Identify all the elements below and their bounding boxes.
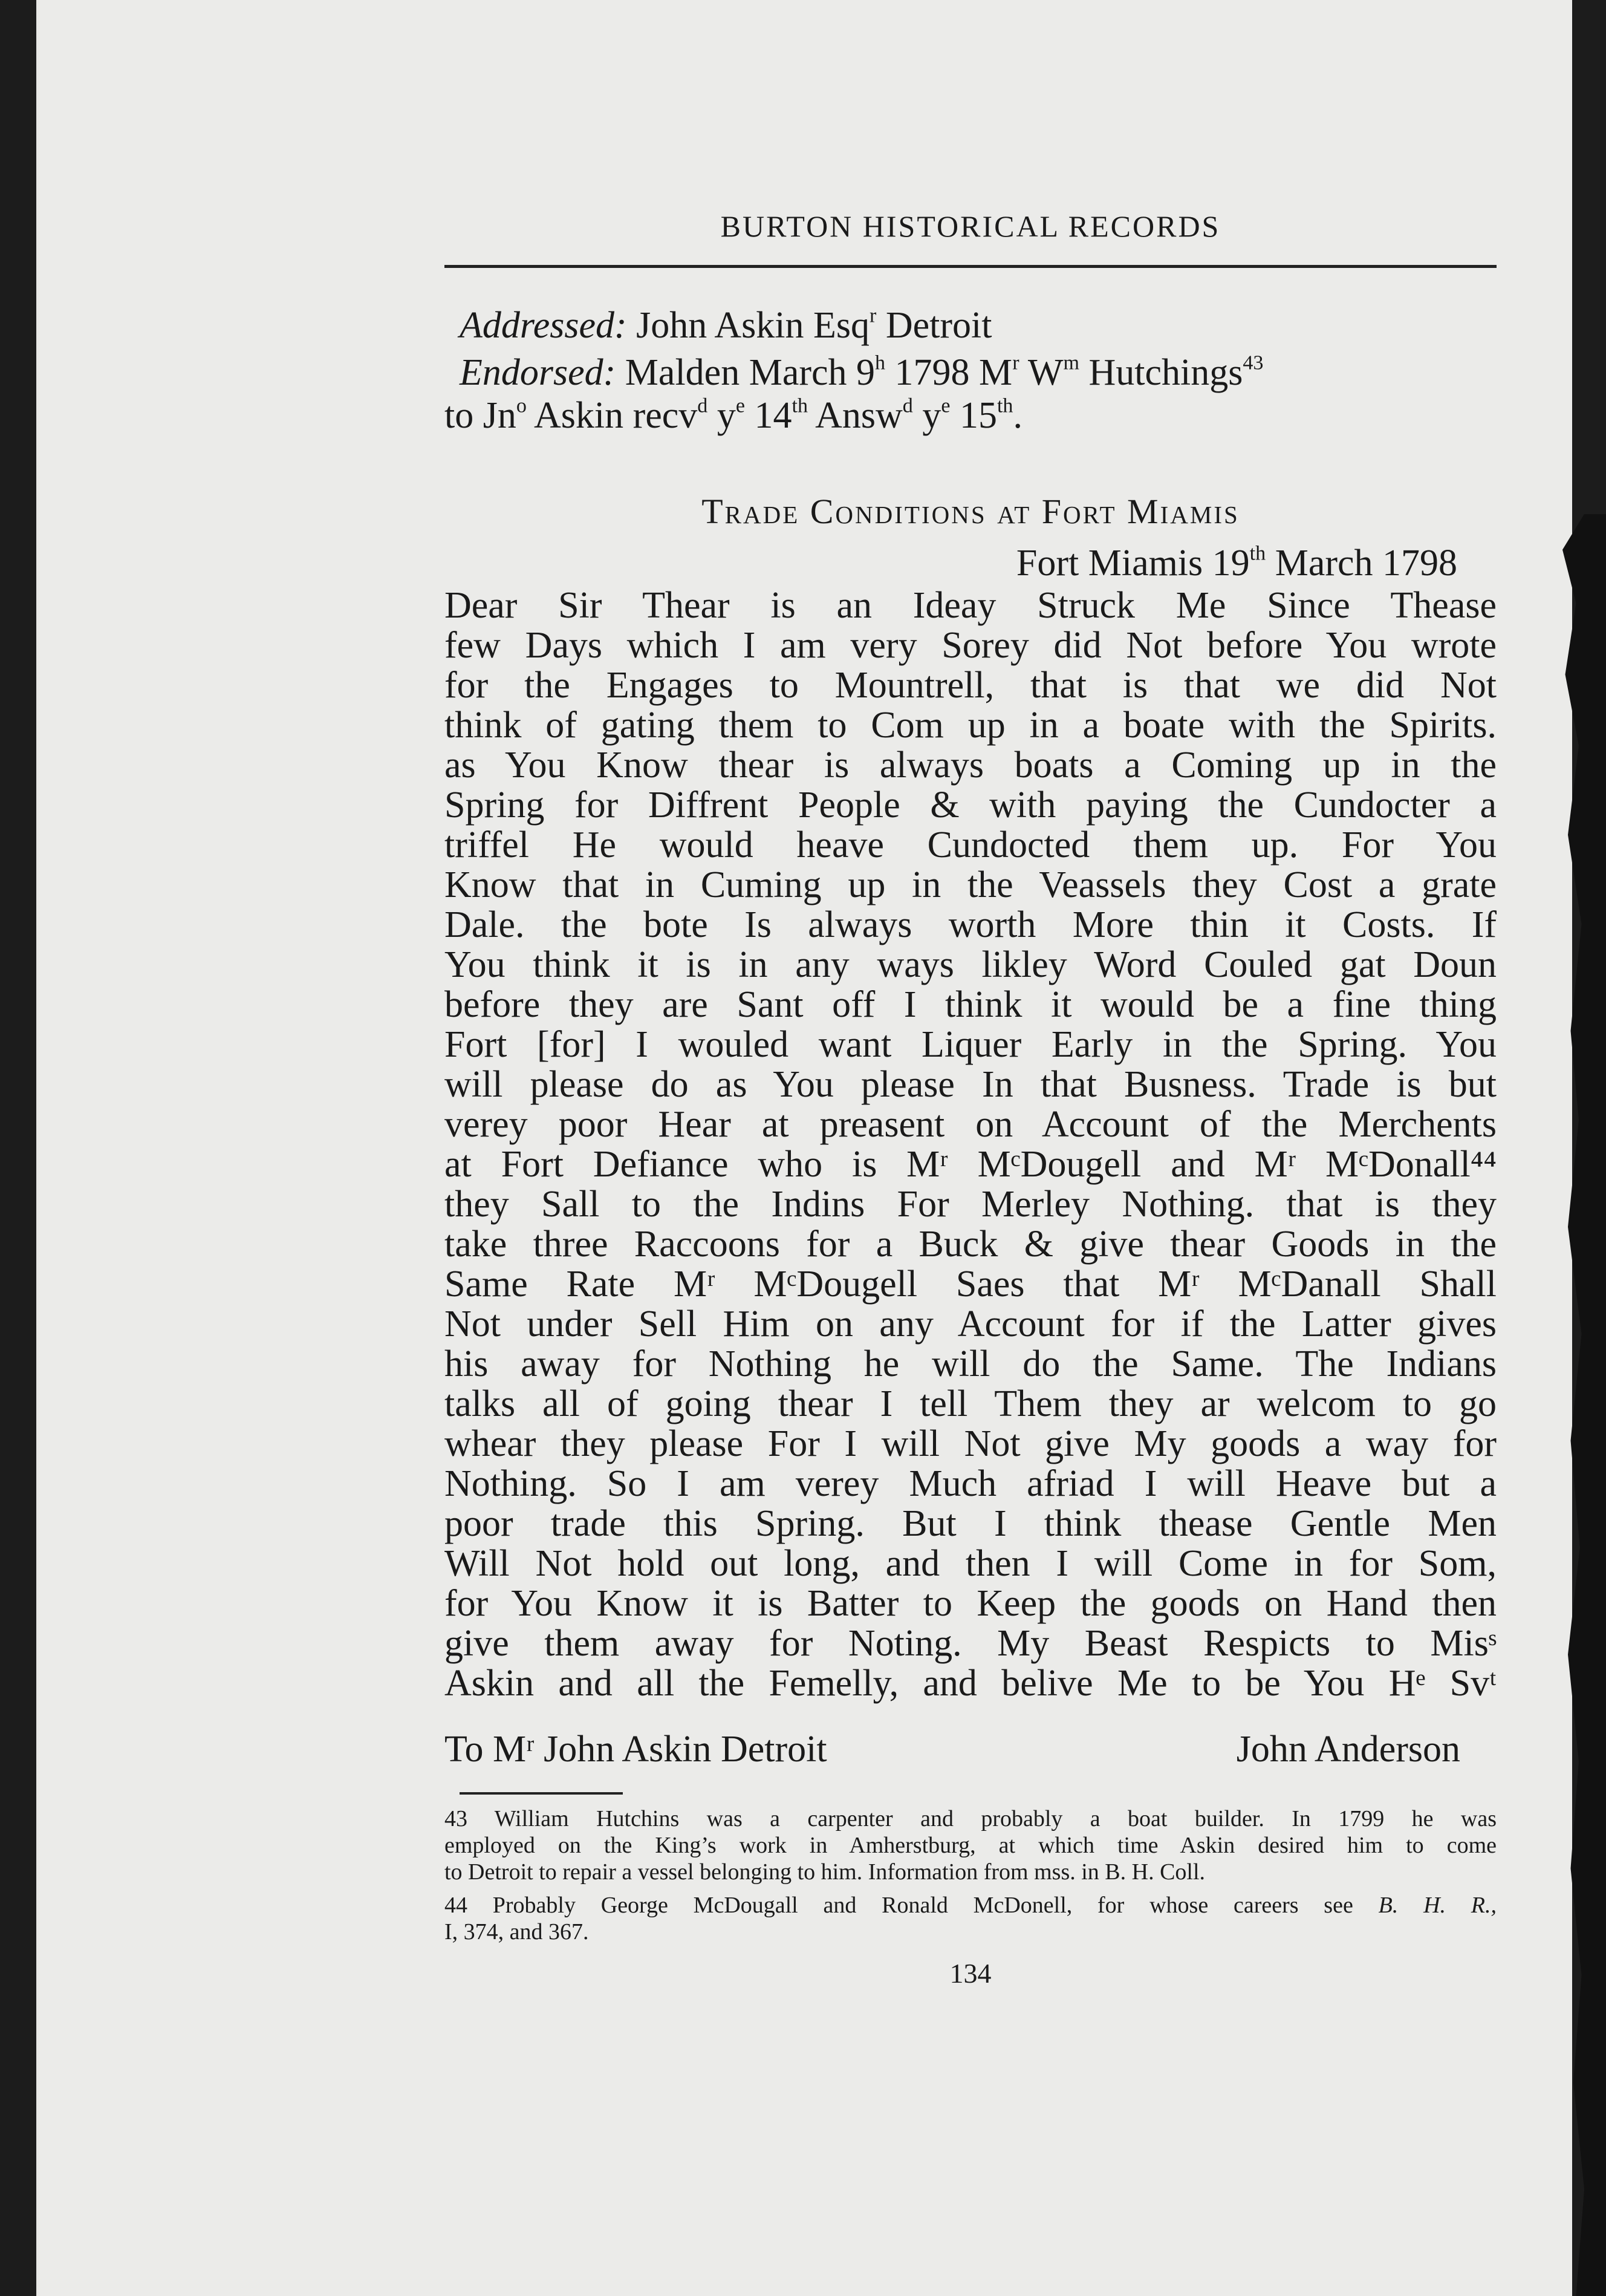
- body-line: Know that in Cuming up in the Veassels they Cost a grate: [444, 864, 1497, 905]
- footnote-44: [444, 1892, 1497, 1945]
- endorsed-2-sup: d: [902, 394, 913, 417]
- dateline: [444, 542, 1457, 585]
- endorsed-2-sup: e: [941, 394, 951, 417]
- running-head: BURTON HISTORICAL RECORDS: [720, 209, 1221, 243]
- body-line: give them away for Noting. My Beast Respicts to Misˢ: [444, 1623, 1497, 1664]
- body-line: for the Engages to Mountrell, that is that we did Not: [444, 665, 1497, 706]
- body-line: Spring for Diffrent People & with paying the Cundocter a: [444, 784, 1497, 826]
- footnote-43-line: employed on the King’s work in Amherstburg, at which time Askin desired him to come: [444, 1833, 1497, 1858]
- body-line: Will Not hold out long, and then I will Come in for Som,: [444, 1543, 1497, 1584]
- body-line: Not under Sell Him on any Account for if the Latter gives: [444, 1303, 1497, 1345]
- body-line: Same Rate Mʳ MᶜDougell Saes that Mʳ MᶜDanall Shall: [444, 1264, 1497, 1305]
- body-line: for You Know it is Batter to Keep the goods on Hand then: [444, 1583, 1497, 1624]
- endorsed-text-1: [625, 352, 1264, 393]
- body-line: at Fort Defiance who is Mʳ MᶜDougell and Mʳ MᶜDonall⁴⁴: [444, 1144, 1497, 1185]
- endorsed-line-1: [444, 353, 1512, 393]
- endorsed-2-text: y: [912, 395, 941, 436]
- endorsed-1-text: 1798 M: [885, 352, 1013, 393]
- footnote-44-text-2: I, 374, and 367.: [444, 1919, 589, 1945]
- footnote-44-italic: B. H. R.,: [1378, 1893, 1497, 1918]
- body-line: think of gating them to Com up in a boate with the Spirits.: [444, 705, 1497, 746]
- body-line: verey poor Hear at preasent on Account of the Merchents: [444, 1104, 1497, 1145]
- page-number: 134: [949, 1958, 992, 1989]
- signoff-address: To Mʳ John Askin Detroit: [444, 1729, 827, 1770]
- endorsed-1-text: Hutchings: [1079, 352, 1243, 393]
- endorsed-2-sup: o: [516, 394, 527, 417]
- body-line: Nothing. So I am verey Much afriad I will Heave but a: [444, 1463, 1497, 1504]
- endorsed-1-sup: 43: [1243, 351, 1264, 374]
- body-line: few Days which I am very Sorey did Not before You wrote: [444, 625, 1497, 666]
- body-line: whear they please For I will Not give My goods a way for: [444, 1423, 1497, 1464]
- endorsed-2-text: to Jn: [444, 395, 516, 436]
- endorsed-2-sup: d: [697, 394, 708, 417]
- endorsed-2-sup: th: [792, 394, 808, 417]
- body-line: Dale. the bote Is always worth More thin it Costs. If: [444, 904, 1497, 945]
- endorsed-1-text: Malden March 9: [625, 352, 875, 393]
- letter-body: [444, 585, 1497, 1703]
- endorsed-2-text: Askin recv: [526, 395, 698, 436]
- body-line: Fort [for] I wouled want Liquer Early in the Spring. You: [444, 1024, 1497, 1065]
- endorsed-label: Endorsed:: [460, 352, 616, 393]
- endorsed-1-sup: h: [875, 351, 886, 374]
- footnote-43-line: to Detroit to repair a vessel belonging to him. Information from mss. in B. H. Coll.: [444, 1859, 1206, 1885]
- dateline-sup: th: [1249, 542, 1266, 565]
- footnote-43: [444, 1805, 1497, 1885]
- body-line: they Sall to the Indins For Merley Nothing. that is they: [444, 1184, 1497, 1225]
- signature: John Anderson: [1236, 1729, 1460, 1770]
- endorsed-2-text: Answ: [808, 395, 903, 436]
- footnote-43-line: 43 William Hutchins was a carpenter and probably a boat builder. In 1799 he was: [444, 1806, 1497, 1831]
- endorsed-2-text: 15: [950, 395, 997, 436]
- body-line: talks all of going thear I tell Them they ar welcom to go: [444, 1383, 1497, 1424]
- body-line: triffel He would heave Cundocted them up. For You: [444, 824, 1497, 866]
- body-line: will please do as You please In that Busness. Trade is but: [444, 1064, 1497, 1105]
- body-line: Askin and all the Femelly, and belive Me to be You Hᵉ Svᵗ: [444, 1663, 1497, 1704]
- addressed-text2: Detroit: [885, 305, 992, 346]
- endorsed-2-sup: e: [735, 394, 745, 417]
- body-line: Dear Sir Thear is an Ideay Struck Me Since Thease: [444, 585, 1497, 626]
- header-rule: [444, 265, 1497, 268]
- endorsed-1-text: W: [1019, 352, 1064, 393]
- endorsed-2-text: y: [707, 395, 736, 436]
- footnote-44-text: 44 Probably George McDougall and Ronald McDonell, for whose careers see: [444, 1893, 1379, 1918]
- endorsed-line-2: [444, 396, 1497, 435]
- dateline-text: Fort Miamis 19: [1016, 543, 1250, 584]
- body-line: poor trade this Spring. But I think thease Gentle Men: [444, 1503, 1497, 1544]
- dateline-text: March 1798: [1266, 543, 1457, 584]
- endorsed-2-sup: th: [996, 394, 1013, 417]
- body-line: his away for Nothing he will do the Same. The Indians: [444, 1343, 1497, 1384]
- endorsed-1-sup: m: [1063, 351, 1079, 374]
- addressed-text: John Askin Esq: [636, 305, 870, 346]
- endorsed-1-sup: r: [1012, 351, 1019, 374]
- signoff: [444, 1728, 1460, 1771]
- footnote-rule: [460, 1792, 623, 1795]
- endorsed-2-text: .: [1013, 395, 1022, 436]
- addressed-sup: r: [869, 304, 877, 327]
- addressed-line: [444, 305, 1512, 345]
- body-line: You think it is in any ways likley Word Couled gat Doun: [444, 944, 1497, 985]
- endorsed-2-text: 14: [744, 395, 792, 436]
- section-title: Trade Conditions at Fort Miamis: [701, 492, 1240, 531]
- body-line: before they are Sant off I think it would be a fine thing: [444, 984, 1497, 1025]
- body-line: as You Know thear is always boats a Coming up in the: [444, 745, 1497, 786]
- addressed-label: Addressed:: [460, 305, 627, 346]
- body-line: take three Raccoons for a Buck & give thear Goods in the: [444, 1224, 1497, 1265]
